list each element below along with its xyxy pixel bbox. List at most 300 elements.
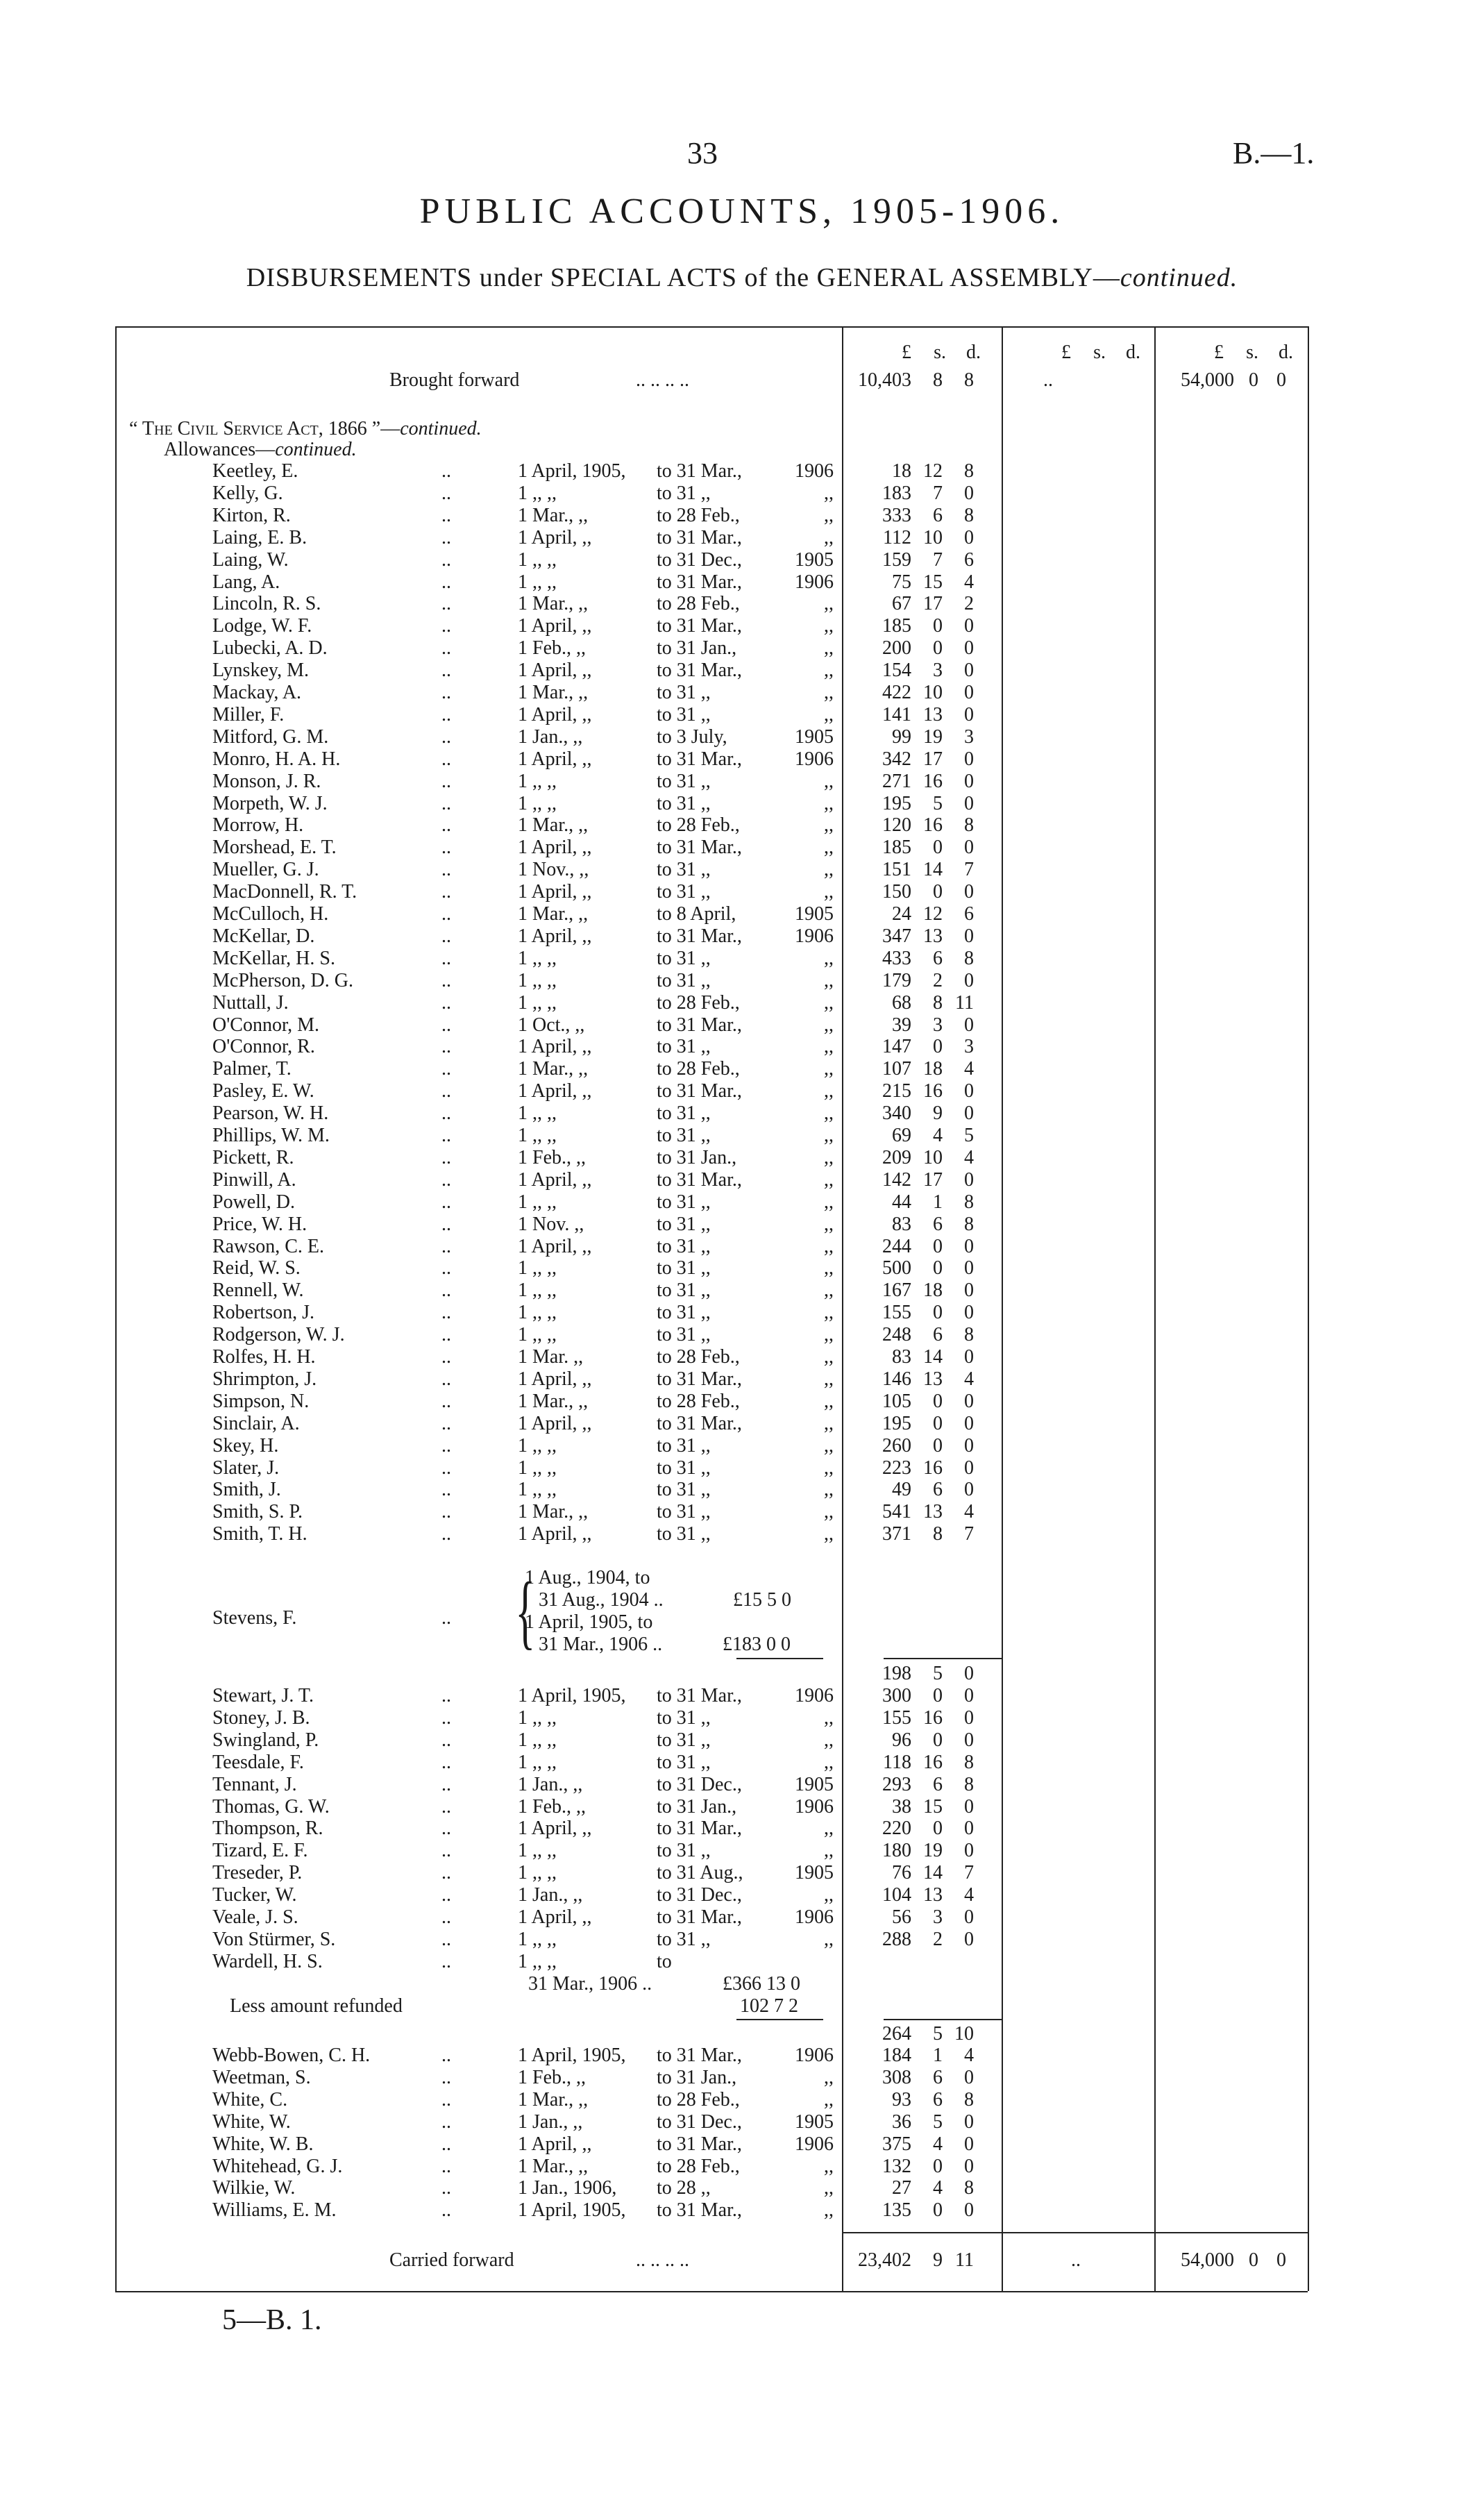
leader-dots: .. (441, 460, 451, 482)
amount-pence: 0 (964, 704, 974, 725)
amount-shillings: 1 (933, 2045, 943, 2066)
amount-pence: 8 (964, 1752, 974, 1773)
leader-dots: .. (441, 1774, 451, 1795)
amount-pence: 8 (964, 2089, 974, 2111)
period-line: 31 Mar., 1906 .. (528, 1973, 652, 1995)
amount-pounds: 154 (882, 660, 911, 681)
leader-dots: .. (441, 1707, 451, 1729)
amount-pounds: 179 (882, 970, 911, 991)
amount-shillings: 16 (923, 1080, 943, 1102)
refund-amount: 102 7 2 (740, 1995, 798, 2017)
leader-dots: .. (441, 814, 451, 836)
leader-dots: .. (441, 2133, 451, 2155)
amount-pounds: 198 (882, 1663, 911, 1684)
period-year: 1905 (795, 726, 834, 748)
period-year: ,, (824, 1102, 834, 1124)
amount-pence: 0 (964, 1685, 974, 1706)
leader-dots: .. (441, 1102, 451, 1124)
amount-pounds: 49 (892, 1479, 911, 1500)
leader-dots: .. (441, 1014, 451, 1036)
brought-forward-col3-shillings: 0 (1249, 369, 1258, 391)
period-year: ,, (824, 1014, 834, 1036)
header-pound-sign: £ (902, 342, 911, 363)
amount-shillings: 0 (933, 1302, 943, 1323)
payee-name: Thompson, R. (212, 1818, 323, 1839)
period-start: 1 April, 1905, (518, 1685, 626, 1706)
period-start: 1 April, ,, (518, 837, 592, 858)
period-year: ,, (824, 1214, 834, 1235)
amount-shillings: 19 (923, 1840, 943, 1861)
payee-name: Swingland, P. (212, 1729, 319, 1751)
period-start: 1 ,, ,, (518, 1279, 557, 1301)
amount-pence: 0 (964, 1457, 974, 1479)
leader-dots: .. (441, 1607, 451, 1629)
period-end: to 28 Feb., (657, 814, 740, 836)
amount-pounds: 300 (882, 1685, 911, 1706)
payee-name: Pearson, W. H. (212, 1102, 329, 1124)
amount-shillings: 16 (923, 1707, 943, 1729)
amount-pence: 0 (964, 1236, 974, 1257)
period-year: 1906 (795, 925, 834, 947)
amount-pence: 7 (964, 1523, 974, 1545)
leader-dots: .. (441, 970, 451, 991)
payee-name: MacDonnell, R. T. (212, 881, 357, 903)
payee-name: Reid, W. S. (212, 1257, 301, 1279)
leader-dots: .. (441, 2199, 451, 2221)
period-end: to 31 Mar., (657, 2045, 742, 2066)
brought-forward-col3-pence: 0 (1276, 369, 1286, 391)
amount-shillings: 18 (923, 1279, 943, 1301)
leader-dots: .. (441, 2177, 451, 2199)
period-end: to 31 ,, (657, 1102, 711, 1124)
period-start: 1 ,, ,, (518, 793, 557, 814)
period-end: to 31 ,, (657, 1191, 711, 1213)
act-heading-text: “ The Civil Service Act, 1866 ”— (129, 418, 400, 439)
amount-pounds: 340 (882, 1102, 911, 1124)
amount-shillings: 10 (923, 527, 943, 548)
period-start: 1 ,, ,, (518, 1102, 557, 1124)
period-start: 1 April, ,, (518, 881, 592, 903)
payee-name: Weetman, S. (212, 2067, 311, 2088)
amount-pounds: 104 (882, 1884, 911, 1906)
amount-pounds: 271 (882, 771, 911, 792)
leader-dots: .. (441, 2156, 451, 2177)
period-start: 1 ,, ,, (518, 992, 557, 1014)
payee-name: Mitford, G. M. (212, 726, 329, 748)
document-reference: B.—1. (1233, 136, 1315, 170)
leader-dots: .. (441, 482, 451, 504)
leader-dots: .. .. .. .. (636, 2249, 689, 2271)
leader-dots: .. (441, 1346, 451, 1368)
table-bottom-rule (115, 2291, 1308, 2292)
payee-name: Tizard, E. F. (212, 1840, 308, 1861)
period-year: ,, (824, 1257, 834, 1279)
leader-dots: .. (441, 925, 451, 947)
amount-shillings: 0 (933, 637, 943, 659)
amount-shillings: 15 (923, 571, 943, 593)
period-end: to 31 Mar., (657, 925, 742, 947)
leader-dots: .. (441, 2111, 451, 2133)
leader-dots: .. (441, 992, 451, 1014)
leader-dots: .. (441, 793, 451, 814)
amount-pence: 0 (964, 1818, 974, 1839)
leader-dots: .. (441, 1796, 451, 1818)
period-start: 1 ,, ,, (518, 1862, 557, 1883)
amount-shillings: 13 (923, 925, 943, 947)
payee-name: Morpeth, W. J. (212, 793, 328, 814)
period-start: 1 ,, ,, (518, 1435, 557, 1457)
period-end: to 31 Dec., (657, 2111, 742, 2133)
period-year: ,, (824, 1169, 834, 1191)
amount-shillings: 2 (933, 970, 943, 991)
amount-shillings: 12 (923, 460, 943, 482)
amount-shillings: 0 (933, 615, 943, 637)
period-line: 31 Mar., 1906 .. (539, 1634, 663, 1655)
amount-pence: 3 (964, 726, 974, 748)
table-right-rule (1308, 326, 1309, 2291)
amount-pounds: 112 (883, 527, 911, 548)
period-end: to 31 Mar., (657, 2133, 742, 2155)
payee-name: Smith, T. H. (212, 1523, 307, 1545)
period-end: to 31 Dec., (657, 1884, 742, 1906)
leader-dots: .. (441, 1729, 451, 1751)
amount-pence: 0 (964, 1413, 974, 1434)
amount-pounds: 183 (882, 482, 911, 504)
payee-name: Pasley, E. W. (212, 1080, 314, 1102)
payee-name: Tucker, W. (212, 1884, 297, 1906)
amount-shillings: 0 (933, 1729, 943, 1751)
period-start: 1 Mar., ,, (518, 682, 589, 703)
amount-pence: 0 (964, 771, 974, 792)
payee-name: Stewart, J. T. (212, 1685, 314, 1706)
period-start: 1 April, ,, (518, 1818, 592, 1839)
period-year: ,, (824, 1501, 834, 1522)
amount-pounds: 371 (882, 1523, 911, 1545)
amount-shillings: 4 (933, 1125, 943, 1146)
period-year: ,, (824, 615, 834, 637)
period-start: 1 ,, ,, (518, 1752, 557, 1773)
period-year: ,, (824, 1080, 834, 1102)
period-end: to 31 Jan., (657, 2067, 737, 2088)
brought-forward-label: Brought forward (389, 369, 520, 391)
header-shillings: s. (1246, 342, 1258, 363)
period-end: to 31 ,, (657, 1036, 711, 1057)
amount-pence: 6 (964, 903, 974, 925)
leader-dots: .. (441, 1302, 451, 1323)
amount-pence: 7 (964, 859, 974, 880)
amount-pence: 0 (964, 1391, 974, 1412)
payee-name: Pinwill, A. (212, 1169, 296, 1191)
payee-name: Lynskey, M. (212, 660, 309, 681)
period-end: to 31 Mar., (657, 2199, 742, 2221)
leader-dots: .. (441, 1236, 451, 1257)
period-start: 1 April, 1905, (518, 2045, 626, 2066)
amount-pounds: 293 (882, 1774, 911, 1795)
leader-dots: .. (441, 1368, 451, 1390)
period-start: 1 Mar., ,, (518, 903, 589, 925)
period-start: 1 ,, ,, (518, 1302, 557, 1323)
amount-shillings: 4 (933, 2133, 943, 2155)
amount-shillings: 5 (933, 2023, 943, 2045)
amount-pounds: 155 (882, 1302, 911, 1323)
leader-dots: .. (441, 1951, 451, 1972)
period-end: to 31 ,, (657, 1457, 711, 1479)
period-year: ,, (824, 970, 834, 991)
amount-pence: 0 (964, 482, 974, 504)
period-year: 1906 (795, 1906, 834, 1928)
amount-pounds: 244 (882, 1236, 911, 1257)
amount-shillings: 5 (933, 793, 943, 814)
period-start: 1 April, 1905, (518, 2199, 626, 2221)
period-year: ,, (824, 1413, 834, 1434)
payee-name: Whitehead, G. J. (212, 2156, 343, 2177)
amount-shillings: 8 (933, 992, 943, 1014)
leader-dots: .. (441, 1501, 451, 1522)
amount-pence: 2 (964, 593, 974, 614)
period-start: 1 April, ,, (518, 748, 592, 770)
period-year: ,, (824, 814, 834, 836)
leader-dots: .. (441, 726, 451, 748)
period-end: to 31 ,, (657, 1435, 711, 1457)
amount-pence: 4 (964, 1058, 974, 1080)
period-end: to 28 Feb., (657, 992, 740, 1014)
leader-dots: .. (441, 903, 451, 925)
leader-dots: .. (441, 1080, 451, 1102)
amount-pounds: 68 (892, 992, 911, 1014)
amount-shillings: 1 (933, 1191, 943, 1213)
period-year: ,, (824, 1302, 834, 1323)
payee-name: Lang, A. (212, 571, 280, 593)
leader-dots: .. (441, 1257, 451, 1279)
amount-pence: 5 (964, 1125, 974, 1146)
amount-pounds: 195 (882, 1413, 911, 1434)
amount-shillings: 6 (933, 1774, 943, 1795)
period-end: to 31 Mar., (657, 660, 742, 681)
leader-dots: .. (441, 748, 451, 770)
payee-name: Rawson, C. E. (212, 1236, 324, 1257)
amount-shillings: 0 (933, 2156, 943, 2177)
amount-pence: 0 (964, 925, 974, 947)
period-end: to 31 ,, (657, 1929, 711, 1950)
leader-dots: .. (441, 1752, 451, 1773)
payee-name: Palmer, T. (212, 1058, 292, 1080)
amount-pounds: 96 (892, 1729, 911, 1751)
period-end: to 28 Feb., (657, 1346, 740, 1368)
page-title: PUBLIC ACCOUNTS, 1905-1906. (419, 192, 1065, 231)
amount-pence: 8 (964, 1191, 974, 1213)
period-start: 1 ,, ,, (518, 549, 557, 571)
leader-dots: .. (441, 1324, 451, 1345)
carried-forward-col3-pence: 0 (1276, 2249, 1286, 2271)
period-year: ,, (824, 637, 834, 659)
period-start: 1 Feb., ,, (518, 2067, 586, 2088)
period-start: 1 April, 1905, (518, 460, 626, 482)
period-end: to 31 ,, (657, 1479, 711, 1500)
leader-dots: .. (441, 1929, 451, 1950)
amount-shillings: 14 (923, 1346, 943, 1368)
period-end: to 31 Mar., (657, 837, 742, 858)
period-year: ,, (824, 2177, 834, 2199)
amount-pounds: 93 (892, 2089, 911, 2111)
period-end: to 31 ,, (657, 1302, 711, 1323)
leader-dots: .. (441, 549, 451, 571)
amount-shillings: 0 (933, 1818, 943, 1839)
allowances-heading-text: Allowances— (164, 439, 276, 460)
period-start: 1 ,, ,, (518, 1840, 557, 1861)
amount-pence: 0 (964, 1435, 974, 1457)
amount-pounds: 185 (882, 615, 911, 637)
amount-pence: 6 (964, 549, 974, 571)
period-start: 1 ,, ,, (518, 1257, 557, 1279)
amount-shillings: 16 (923, 814, 943, 836)
period-year: ,, (824, 1324, 834, 1345)
period-end: to 31 ,, (657, 771, 711, 792)
amount-pounds: 264 (882, 2023, 911, 2045)
amount-shillings: 9 (933, 1102, 943, 1124)
amount-pence: 8 (964, 948, 974, 969)
carried-forward-pence: 11 (955, 2249, 974, 2271)
period-start: 1 April, ,, (518, 1169, 592, 1191)
period-end: to 31 Mar., (657, 615, 742, 637)
leader-dots: .. (441, 1479, 451, 1500)
amount-shillings: 3 (933, 660, 943, 681)
amount-pence: 0 (964, 2199, 974, 2221)
period-end: to 31 ,, (657, 1257, 711, 1279)
period-start: 1 ,, ,, (518, 1479, 557, 1500)
subtitle-main: DISBURSEMENTS under SPECIAL ACTS of the GENERAL ASSEMBLY— (246, 263, 1120, 292)
amount-shillings: 18 (923, 1058, 943, 1080)
period-start: 1 April, ,, (518, 704, 592, 725)
amount-shillings: 19 (923, 726, 943, 748)
amount-pence: 4 (964, 1368, 974, 1390)
period-year: 1905 (795, 903, 834, 925)
leader-dots: .. (441, 771, 451, 792)
amount-shillings: 17 (923, 593, 943, 614)
amount-pounds: 375 (882, 2133, 911, 2155)
leader-dots: .. (1071, 2249, 1081, 2271)
period-start: 1 April, ,, (518, 1368, 592, 1390)
period-year: ,, (824, 1368, 834, 1390)
period-start: 1 Mar., ,, (518, 1501, 589, 1522)
payee-name: McKellar, H. S. (212, 948, 335, 969)
amount-pounds: 105 (882, 1391, 911, 1412)
payee-name: Stevens, F. (212, 1607, 297, 1629)
amount-pence: 0 (964, 1796, 974, 1818)
period-year: ,, (824, 660, 834, 681)
leader-dots: .. (441, 1191, 451, 1213)
payee-name: Keetley, E. (212, 460, 298, 482)
period-end: to 31 ,, (657, 1523, 711, 1545)
payee-name: Lubecki, A. D. (212, 637, 328, 659)
payee-name: Robertson, J. (212, 1302, 314, 1323)
payee-name: Veale, J. S. (212, 1906, 298, 1928)
column-rule (842, 326, 843, 2291)
period-start: 1 Mar., ,, (518, 593, 589, 614)
leader-dots: .. (441, 2045, 451, 2066)
subtotal-rule (736, 2019, 823, 2020)
amount-pounds: 36 (892, 2111, 911, 2133)
period-end: to 31 ,, (657, 881, 711, 903)
amount-pence: 0 (964, 615, 974, 637)
amount-pence: 0 (964, 1080, 974, 1102)
amount-pence: 4 (964, 2045, 974, 2066)
amount-pence: 0 (964, 1302, 974, 1323)
payee-name: Smith, J. (212, 1479, 281, 1500)
period-start: 1 Mar., ,, (518, 1058, 589, 1080)
payee-name: McCulloch, H. (212, 903, 329, 925)
leader-dots: .. (441, 1214, 451, 1235)
period-end: to 31 Mar., (657, 1413, 742, 1434)
period-year: 1906 (795, 2133, 834, 2155)
period-end: to 3 July, (657, 726, 727, 748)
amount-pounds: 76 (892, 1862, 911, 1883)
amount-pence: 0 (964, 970, 974, 991)
header-pound-sign: £ (1061, 342, 1071, 363)
sub-amount: £15 5 0 (733, 1589, 791, 1611)
amount-pounds: 24 (892, 903, 911, 925)
amount-pounds: 132 (882, 2156, 911, 2177)
sub-amount: £183 0 0 (723, 1634, 791, 1655)
amount-shillings: 13 (923, 1884, 943, 1906)
period-end: to 31 ,, (657, 704, 711, 725)
period-year: ,, (824, 527, 834, 548)
payee-name: White, C. (212, 2089, 288, 2111)
period-start: 1 April, ,, (518, 2133, 592, 2155)
amount-pounds: 422 (882, 682, 911, 703)
period-start: 1 Feb., ,, (518, 637, 586, 659)
period-year: ,, (824, 1884, 834, 1906)
period-year: 1905 (795, 2111, 834, 2133)
amount-pounds: 120 (882, 814, 911, 836)
period-year: ,, (824, 593, 834, 614)
amount-shillings: 12 (923, 903, 943, 925)
period-end: to 28 Feb., (657, 505, 740, 526)
amount-pence: 0 (964, 837, 974, 858)
payee-name: O'Connor, M. (212, 1014, 320, 1036)
amount-shillings: 13 (923, 1501, 943, 1522)
period-year: ,, (824, 1191, 834, 1213)
amount-shillings: 5 (933, 1663, 943, 1684)
amount-shillings: 0 (933, 1435, 943, 1457)
period-year: ,, (824, 1729, 834, 1751)
period-year: ,, (824, 2089, 834, 2111)
period-year: ,, (824, 2067, 834, 2088)
subtotal-rule (884, 1658, 1002, 1659)
payee-name: White, W. (212, 2111, 291, 2133)
amount-shillings: 6 (933, 505, 943, 526)
leader-dots: .. (441, 1457, 451, 1479)
period-end: to 31 ,, (657, 793, 711, 814)
payee-name: Laing, W. (212, 549, 289, 571)
amount-shillings: 7 (933, 482, 943, 504)
leader-dots: .. (441, 1036, 451, 1057)
column-rule (1002, 326, 1003, 2291)
payee-name: Lincoln, R. S. (212, 593, 321, 614)
amount-shillings: 6 (933, 948, 943, 969)
period-end: to 28 Feb., (657, 593, 740, 614)
amount-pence: 0 (964, 1663, 974, 1684)
period-year: ,, (824, 1236, 834, 1257)
period-end: to 31 Mar., (657, 1906, 742, 1928)
period-end: to 31 Mar., (657, 1685, 742, 1706)
amount-pence: 0 (964, 2067, 974, 2088)
period-year: ,, (824, 859, 834, 880)
amount-shillings: 5 (933, 2111, 943, 2133)
amount-pounds: 69 (892, 1125, 911, 1146)
period-end: to 31 Aug., (657, 1862, 743, 1883)
period-end: to 8 April, (657, 903, 736, 925)
amount-pence: 0 (964, 1707, 974, 1729)
